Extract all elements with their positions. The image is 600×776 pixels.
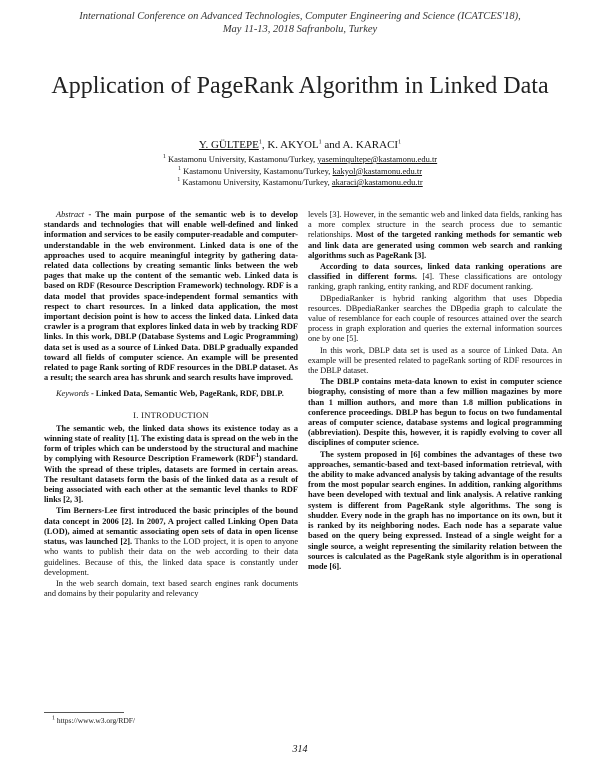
footnote-ref[interactable]: 1: [255, 453, 259, 460]
intro-paragraph-1: [44, 424, 298, 506]
keywords-label: Keywords: [56, 389, 89, 399]
paragraph-text: The semantic web, the linked data shows its existence today as a winning state of reality [1]. The existing data is spread on the web in the form of triples which can be understood by the structural and machine by complying with Resource Description Framework (RDF: [44, 423, 298, 464]
intro-paragraph-4: [308, 262, 562, 293]
intro-paragraph-6: In this work, DBLP data set is used as a source of Linked Data. An example will be presented related to pageRank sorting of RDF resources in the DBLP dataset.: [308, 345, 562, 376]
affiliation-sup: 1: [177, 165, 181, 172]
affiliation-line: [0, 166, 600, 178]
abstract-text: - The main purpose of the semantic web is to develop standards and technologies that will enable well-defined and linked information and services to be easily computer-readable and computer-understandable in the web environment. Linked data is one of the approaches used to acquire meaningful integrity by gathering data-related data collections by creating semantic links between the web pages that make up the content of the semantic web. Linked data is based on RDF (Resource Description Framework) technology. RDF is a data model that provides space-independent formal semantics with respect to chart resources. In a linked data application, the most important decision point is how to access the linked data. Linked data crawler is a program that explores linked data in web by tracking RDF links. In this work, DBLP (Database Systems and Logic Programming) data set is used as a source of Linked Data. DBLP gradually expanded toward all fields of computer science. An example will be presented related to page Rank sorting of RDF resources in the DBLP dataset. As a result; the search area has shrunk and search results have improved.: [44, 210, 298, 383]
affiliation-line: [0, 154, 600, 166]
paper-title: Application of PageRank Algorithm in Linked Data: [51, 73, 549, 99]
keywords-text: - Linked Data, Semantic Web, PageRank, RDF, DBLP.: [88, 389, 284, 399]
footnote-divider: [44, 712, 124, 713]
footnote: [52, 716, 135, 725]
abstract: [44, 210, 298, 383]
author-separator: and: [321, 139, 343, 151]
email-link[interactable]: kakyol@kastamonu.edu.tr: [332, 165, 423, 176]
keywords: [44, 389, 298, 399]
page-number: 314: [292, 744, 308, 755]
author-gultepe[interactable]: Y. GÜLTEPE: [198, 139, 259, 151]
paragraph-text: Tim Berners-Lee first introduced the basic principles of the bound data concept in 2006 [2]. In 2007, A project called Linking Open Data (LOD), aimed at semantic associating open sets of data in open license status, was launched [2].: [44, 506, 298, 547]
author-gultepe-affil: 1: [258, 139, 262, 146]
author-akyol-affil: 1: [318, 139, 322, 146]
conference-header: [0, 10, 600, 36]
author-karaci-affil: 1: [398, 139, 402, 146]
affiliation-list: [0, 154, 600, 189]
intro-paragraph-7: The DBLP contains meta-data known to exist in computer science biography, consisting of more than a few million magazines by more than 1 million authors, and more than 1.8 million publications in conference proceedings. DBLP has begun to focus on two fundamental areas of computer science, database systems and logical programming (abbreviation). Despite this, however, it is rapidly evolving to cover all disciplines of computer science.: [308, 377, 562, 448]
right-column: [308, 210, 562, 573]
paragraph-text: Most of the targeted ranking methods for semantic web and link data are generated using common web search and ranking algorithms such as PageRank [3].: [308, 230, 562, 260]
conference-header-line2: May 11-13, 2018 Safranbolu, Turkey: [222, 24, 378, 35]
author-separator: ,: [261, 139, 268, 151]
email-link[interactable]: akaraci@kastamonu.edu.tr: [331, 177, 423, 187]
paragraph-text: Thanks to the LOD project, it is open to anyone who wants to publish their data on the web according to their data guidelines. Because of this, the linked data space is constantly under development.: [44, 537, 298, 577]
paragraph-text: levels [3]. However, in the semantic web and linked data fields, ranking has a more complex structure in the search process due to semantic relationships.: [308, 210, 562, 240]
intro-paragraph-8: The system proposed in [6] combines the advantages of these two approaches, semantic-based and text-based information retrieval, with the ability to make advanced analysis by taking advantage of the results from the most popular search engines. In addition, ranking algorithms have been developed with textual and link analysis. A relative ranking system is different from PageRank style algorithms. The song is shudder. Every node in the graph has no importance on its own, but it is ranked by its neighboring nodes. Each node has a separate value based on the query being expressed. Instead of a single weight for a single source, a weight representing the similarity relation between the sources is calculated as the PageRank style algorithm is in operational mode [6].: [308, 449, 562, 571]
intro-paragraph-2: [44, 506, 298, 577]
conference-header-line1: International Conference on Advanced Technologies, Computer Engineering and Science (ICATCES'18),: [79, 11, 521, 22]
footnote-sup: 1: [52, 715, 55, 722]
footnote-link[interactable]: https://www.w3.org/RDF/: [55, 716, 136, 725]
intro-paragraph-3-cont: [308, 210, 562, 261]
abstract-label: Abstract: [56, 210, 85, 219]
paragraph-text: According to data sources, linked data ranking operations are classified in different forms.: [308, 262, 562, 282]
intro-paragraph-5: DBpediaRanker is hybrid ranking algorithm that uses Dbpedia resources. DBpediaRanker searches the DBpedia graph to calculate the value of resemblance for each couple of resources attained over the search process in graph exploration and queries the external information sources one by one [5].: [308, 293, 562, 344]
paragraph-text: [4]. These classifications are ontology ranking, graph ranking, entity ranking, and RDF document ranking.: [308, 272, 562, 292]
affiliation-text: Kastamonu University, Kastamonu/Turkey,: [165, 154, 318, 164]
left-column: [44, 210, 298, 600]
intro-paragraph-3: In the web search domain, text based search engines rank documents and domains by their popularity and relevancy: [44, 578, 298, 599]
author-list: [0, 138, 600, 152]
affiliation-text: Kastamonu University, Kastamonu/Turkey,: [180, 165, 333, 176]
affiliation-sup: 1: [162, 154, 166, 161]
author-akyol: K. AKYOL: [267, 139, 319, 151]
affiliation-sup: 1: [177, 177, 181, 184]
affiliation-text: Kastamonu University, Kastamonu/Turkey,: [180, 177, 332, 187]
section-heading-introduction: I. INTRODUCTION: [133, 409, 209, 420]
paragraph-text: ) standard. With the spread of these triples, datasets are formed in certain areas. The resultant datasets form the basis of the linked data as a result of being associated with each other at the semantic level thanks to RDF links [2, 3].: [44, 454, 298, 505]
author-karaci: A. KARACI: [342, 139, 399, 151]
affiliation-line: [0, 177, 600, 189]
email-link[interactable]: yaseminqultepe@kastamonu.edu.tr: [317, 154, 438, 164]
